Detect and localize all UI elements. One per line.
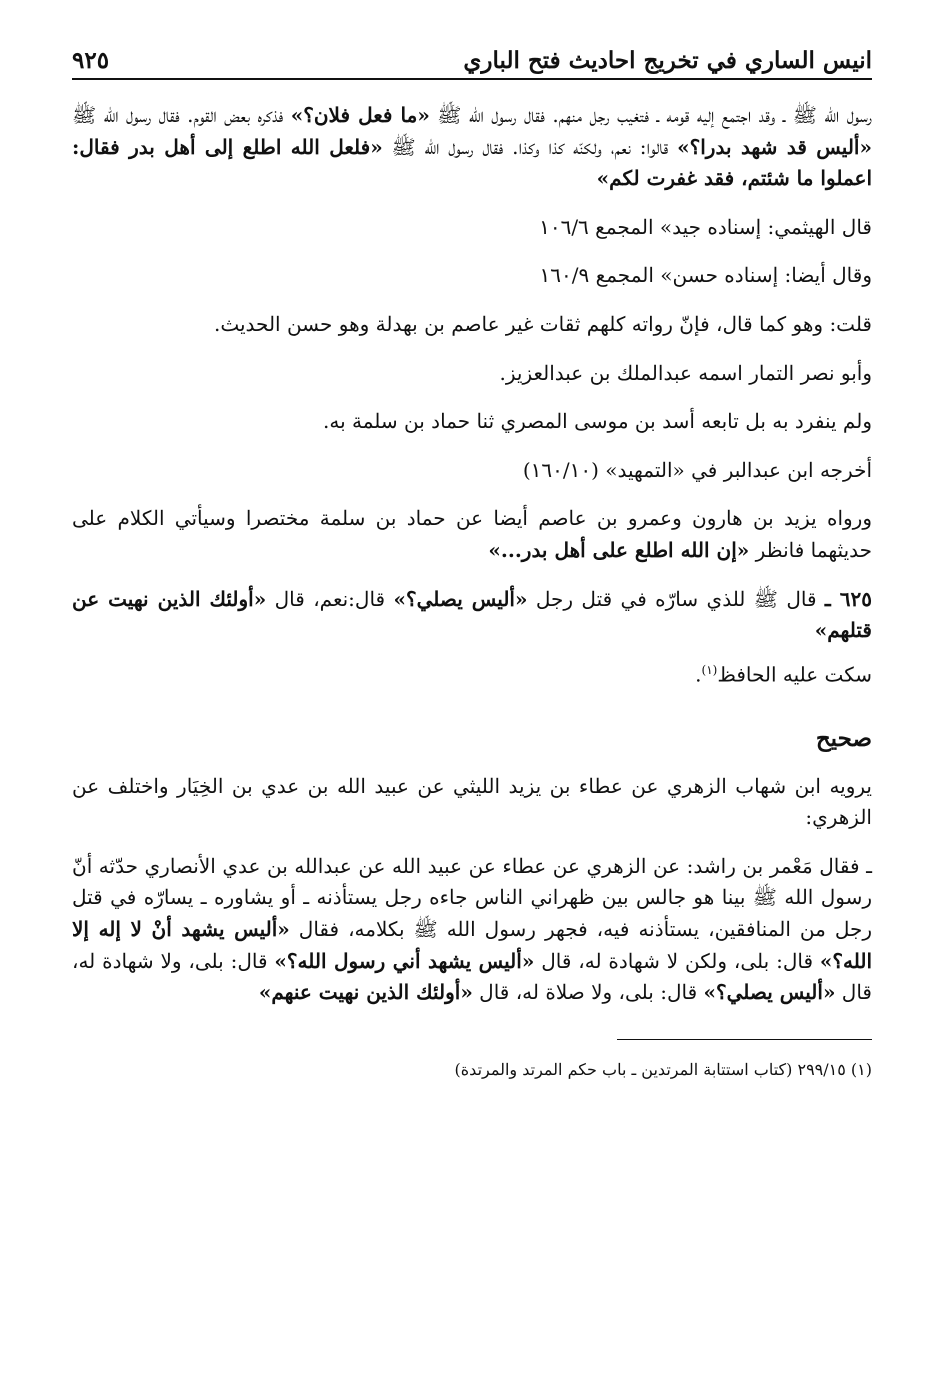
paragraph-2: قال الهيثمي: إسناده جيد» المجمع ١٠٦/٦ bbox=[539, 214, 872, 239]
paragraph-4: قلت: وهو كما قال، فإنّ رواته كلهم ثقات غير عاصم بن بهدلة وهو حسن الحديث. bbox=[213, 311, 872, 336]
paragraph-10: يرويه ابن شهاب الزهري عن عطاء بن يزيد الليثي عن عبيد الله بن عدي بن الخِيَار واختلف عن الزهري: bbox=[72, 773, 872, 830]
running-header bbox=[72, 34, 872, 80]
page-body bbox=[72, 100, 872, 1082]
footnote: (١) ٢٩٩/١٥ (كتاب استتابة المرتدين ـ باب حكم المرتد والمرتدة) bbox=[454, 1059, 872, 1079]
book-title: انيس الساري في تخريج احاديث فتح الباري bbox=[463, 47, 872, 74]
quote-bold: «أليس يصلي؟» bbox=[703, 980, 836, 1005]
paragraph-8: ورواه يزيد بن هارون وعمرو بن عاصم أيضا عن حماد بن سلمة مختصرا وسيأتي الكلام على حديثهما فانظر «إن الله اطلع على أهل بدر...» bbox=[72, 506, 872, 562]
footnote-marker: (١) bbox=[701, 662, 718, 677]
paragraph-3: وقال أيضا: إسناده حسن» المجمع ١٦٠/٩ bbox=[539, 263, 872, 288]
quote-bold: «أولئك الذين نهيت عنهم» bbox=[258, 980, 473, 1005]
paragraph-1: رسول الله ﷺ ـ وقد اجتمع إليه قومه ـ فتغيب رجل منهم. فقال رسول الله ﷺ «ما فعل فلان؟» فذكره بعض القوم. فقال رسول الله ﷺ «أليس قد شهد بدرا؟» قالوا: نعم، ولكنّه كذا وكذا. فقال رسول الله ﷺ «فلعل الله اطلع إلى أهل بدر فقال: اعملوا ما شئتم، فقد غفرت لكم» bbox=[72, 103, 873, 191]
quote-bold: «أليس قد شهد بدرا؟» bbox=[677, 134, 872, 159]
hadith-number: ٦٢٥ ـ bbox=[824, 586, 872, 611]
page-number: ٩٢٥ bbox=[72, 47, 110, 74]
hadith-625: ٦٢٥ ـ قال ﷺ للذي سارّه في قتل رجل «أليس يصلي؟» قال:نعم، قال «أولئك الذين نهيت عن قتلهم» bbox=[72, 586, 872, 643]
footnote-divider bbox=[617, 1039, 872, 1040]
quote-bold: «أليس يشهد أني رسول الله؟» bbox=[274, 948, 535, 973]
paragraph-11: ـ فقال مَعْمر بن راشد: عن الزهري عن عطاء عن عبيد الله عن عبدالله بن عدي الأنصاري حدّثه أنّ رسول الله ﷺ بينا هو جالس بين ظهراني الناس جاءه رجل يستأذنه ـ أو يشاوره ـ يسارّه في قتل رجل من المنافقين، يستأذنه فيه، فجهر رسول الله ﷺ بكلامه، فقال «أليس يشهد أنْ لا إله إلا الله؟» قال: بلى، ولكن لا شهادة له، قال «أليس يشهد أني رسول الله؟» قال: بلى، ولا شهادة له، قال «أليس يصلي؟» قال: بلى، ولا صلاة له، قال «أولئك الذين نهيت عنهم» bbox=[72, 853, 873, 1005]
quote-bold: «أليس يشهد أنْ لا إله إلا الله؟» bbox=[72, 916, 873, 973]
paragraph-7: أخرجه ابن عبدالبر في «التمهيد» (١٦٠/١٠) bbox=[522, 457, 872, 482]
quote-bold: «أليس يصلي؟» bbox=[393, 586, 528, 611]
book-page bbox=[72, 34, 872, 1082]
quote-bold: «إن الله اطلع على أهل بدر...» bbox=[488, 537, 750, 562]
paragraph-5: وأبو نصر التمار اسمه عبدالملك بن عبدالعزيز. bbox=[499, 360, 872, 385]
quote-bold: «أولئك الذين نهيت عن قتلهم» bbox=[72, 586, 872, 643]
paragraph-6: ولم ينفرد به بل تابعه أسد بن موسى المصري ثنا حماد بن سلمة به. bbox=[322, 409, 872, 434]
section-heading: صحيح bbox=[815, 724, 872, 752]
quote-bold: «ما فعل فلان؟» bbox=[290, 103, 430, 127]
paragraph-9: سكت عليه الحافظ$^{(١)}$. bbox=[695, 662, 872, 687]
quote-bold: «فلعل الله اطلع إلى أهل بدر فقال: اعملوا ما شئتم، فقد غفرت لكم» bbox=[72, 134, 872, 191]
